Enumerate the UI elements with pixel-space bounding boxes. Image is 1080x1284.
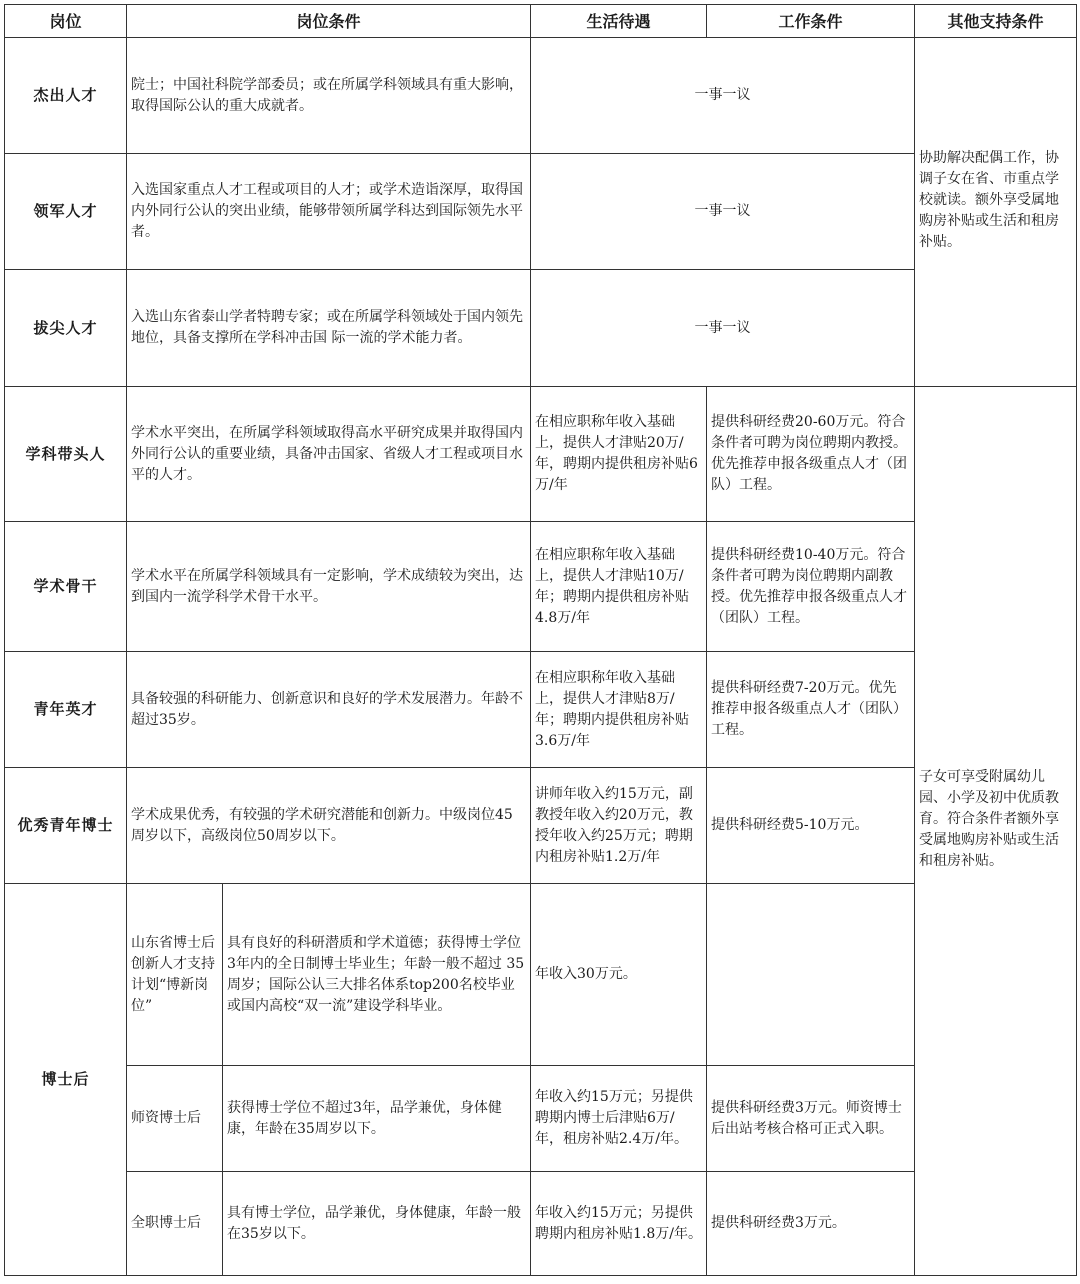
merged-benefit: 一事一议 <box>531 38 915 154</box>
postdoc-sub-name: 师资博士后 <box>127 1066 223 1172</box>
postdoc-condition: 具有博士学位，品学兼优，身体健康，年龄一般在35岁以下。 <box>223 1172 531 1276</box>
living-benefit: 在相应职称年收入基础上，提供人才津贴20万/年，聘期内提供租房补贴6万/年 <box>531 387 707 522</box>
work-condition: 提供科研经费5-10万元。 <box>707 768 915 884</box>
table-row <box>5 38 1077 154</box>
header-row <box>5 5 1077 38</box>
living-benefit: 在相应职称年收入基础上，提供人才津贴10万/年；聘期内提供租房补贴4.8万/年 <box>531 522 707 652</box>
header-position: 岗位 <box>5 5 127 38</box>
work-condition: 提供科研经费10-40万元。符合条件者可聘为岗位聘期内副教授。优先推荐申报各级重点人才（团队）工程。 <box>707 522 915 652</box>
header-work: 工作条件 <box>707 5 915 38</box>
talent-table <box>4 4 1077 1276</box>
postdoc-condition: 获得博士学位不超过3年，品学兼优，身体健康，年龄在35周岁以下。 <box>223 1066 531 1172</box>
postdoc-work: 提供科研经费3万元。师资博士后出站考核合格可正式入职。 <box>707 1066 915 1172</box>
position-condition: 入选山东省泰山学者特聘专家；或在所属学科领域处于国内领先地位，具备支撑所在学科冲击国 际一流的学术能力者。 <box>127 270 531 387</box>
position-condition: 学术成果优秀，有较强的学术研究潜能和创新力。中级岗位45周岁以下，高级岗位50周岁以下。 <box>127 768 531 884</box>
support-conditions-1: 协助解决配偶工作，协调子女在省、市重点学校就读。额外享受属地购房补贴或生活和租房补贴。 <box>915 38 1077 387</box>
position-name: 青年英才 <box>5 652 127 768</box>
position-name: 优秀青年博士 <box>5 768 127 884</box>
postdoc-living: 年收入约15万元；另提供聘期内博士后津贴6万/年，租房补贴2.4万/年。 <box>531 1066 707 1172</box>
header-living: 生活待遇 <box>531 5 707 38</box>
position-name: 拔尖人才 <box>5 270 127 387</box>
living-benefit: 讲师年收入约15万元，副教授年收入约20万元，教授年收入约25万元；聘期内租房补贴1.2万/年 <box>531 768 707 884</box>
position-condition: 学术水平在所属学科领域具有一定影响，学术成绩较为突出，达到国内一流学科学术骨干水平。 <box>127 522 531 652</box>
merged-benefit: 一事一议 <box>531 154 915 270</box>
postdoc-work <box>707 884 915 1066</box>
position-condition: 具备较强的科研能力、创新意识和良好的学术发展潜力。年龄不超过35岁。 <box>127 652 531 768</box>
work-condition: 提供科研经费20-60万元。符合条件者可聘为岗位聘期内教授。优先推荐申报各级重点人才（团队）工程。 <box>707 387 915 522</box>
table-row <box>5 387 1077 522</box>
position-name: 学科带头人 <box>5 387 127 522</box>
header-conditions: 岗位条件 <box>127 5 531 38</box>
support-conditions-2: 子女可享受附属幼儿园、小学及初中优质教育。符合条件者额外享受属地购房补贴或生活和租房补贴。 <box>915 387 1077 1276</box>
header-support: 其他支持条件 <box>915 5 1077 38</box>
postdoc-sub-name: 全职博士后 <box>127 1172 223 1276</box>
postdoc-name: 博士后 <box>5 884 127 1276</box>
postdoc-living: 年收入约15万元；另提供聘期内租房补贴1.8万/年。 <box>531 1172 707 1276</box>
postdoc-condition: 具有良好的科研潜质和学术道德；获得博士学位3年内的全日制博士毕业生；年龄一般不超过 35 周岁；国际公认三大排名体系top200名校毕业或国内高校“双一流”建设学科毕业。 <box>223 884 531 1066</box>
work-condition: 提供科研经费7-20万元。优先推荐申报各级重点人才（团队）工程。 <box>707 652 915 768</box>
merged-benefit: 一事一议 <box>531 270 915 387</box>
position-condition: 院士；中国社科院学部委员；或在所属学科领域具有重大影响，取得国际公认的重大成就者。 <box>127 38 531 154</box>
living-benefit: 在相应职称年收入基础上，提供人才津贴8万/年；聘期内提供租房补贴3.6万/年 <box>531 652 707 768</box>
postdoc-living: 年收入30万元。 <box>531 884 707 1066</box>
postdoc-sub-name: 山东省博士后创新人才支持计划“博新岗位” <box>127 884 223 1066</box>
position-name: 杰出人才 <box>5 38 127 154</box>
position-condition: 入选国家重点人才工程或项目的人才；或学术造诣深厚，取得国内外同行公认的突出业绩，能够带领所属学科达到国际领先水平者。 <box>127 154 531 270</box>
postdoc-work: 提供科研经费3万元。 <box>707 1172 915 1276</box>
position-name: 领军人才 <box>5 154 127 270</box>
position-condition: 学术水平突出，在所属学科领域取得高水平研究成果并取得国内外同行公认的重要业绩，具备冲击国家、省级人才工程或项目水平的人才。 <box>127 387 531 522</box>
position-name: 学术骨干 <box>5 522 127 652</box>
